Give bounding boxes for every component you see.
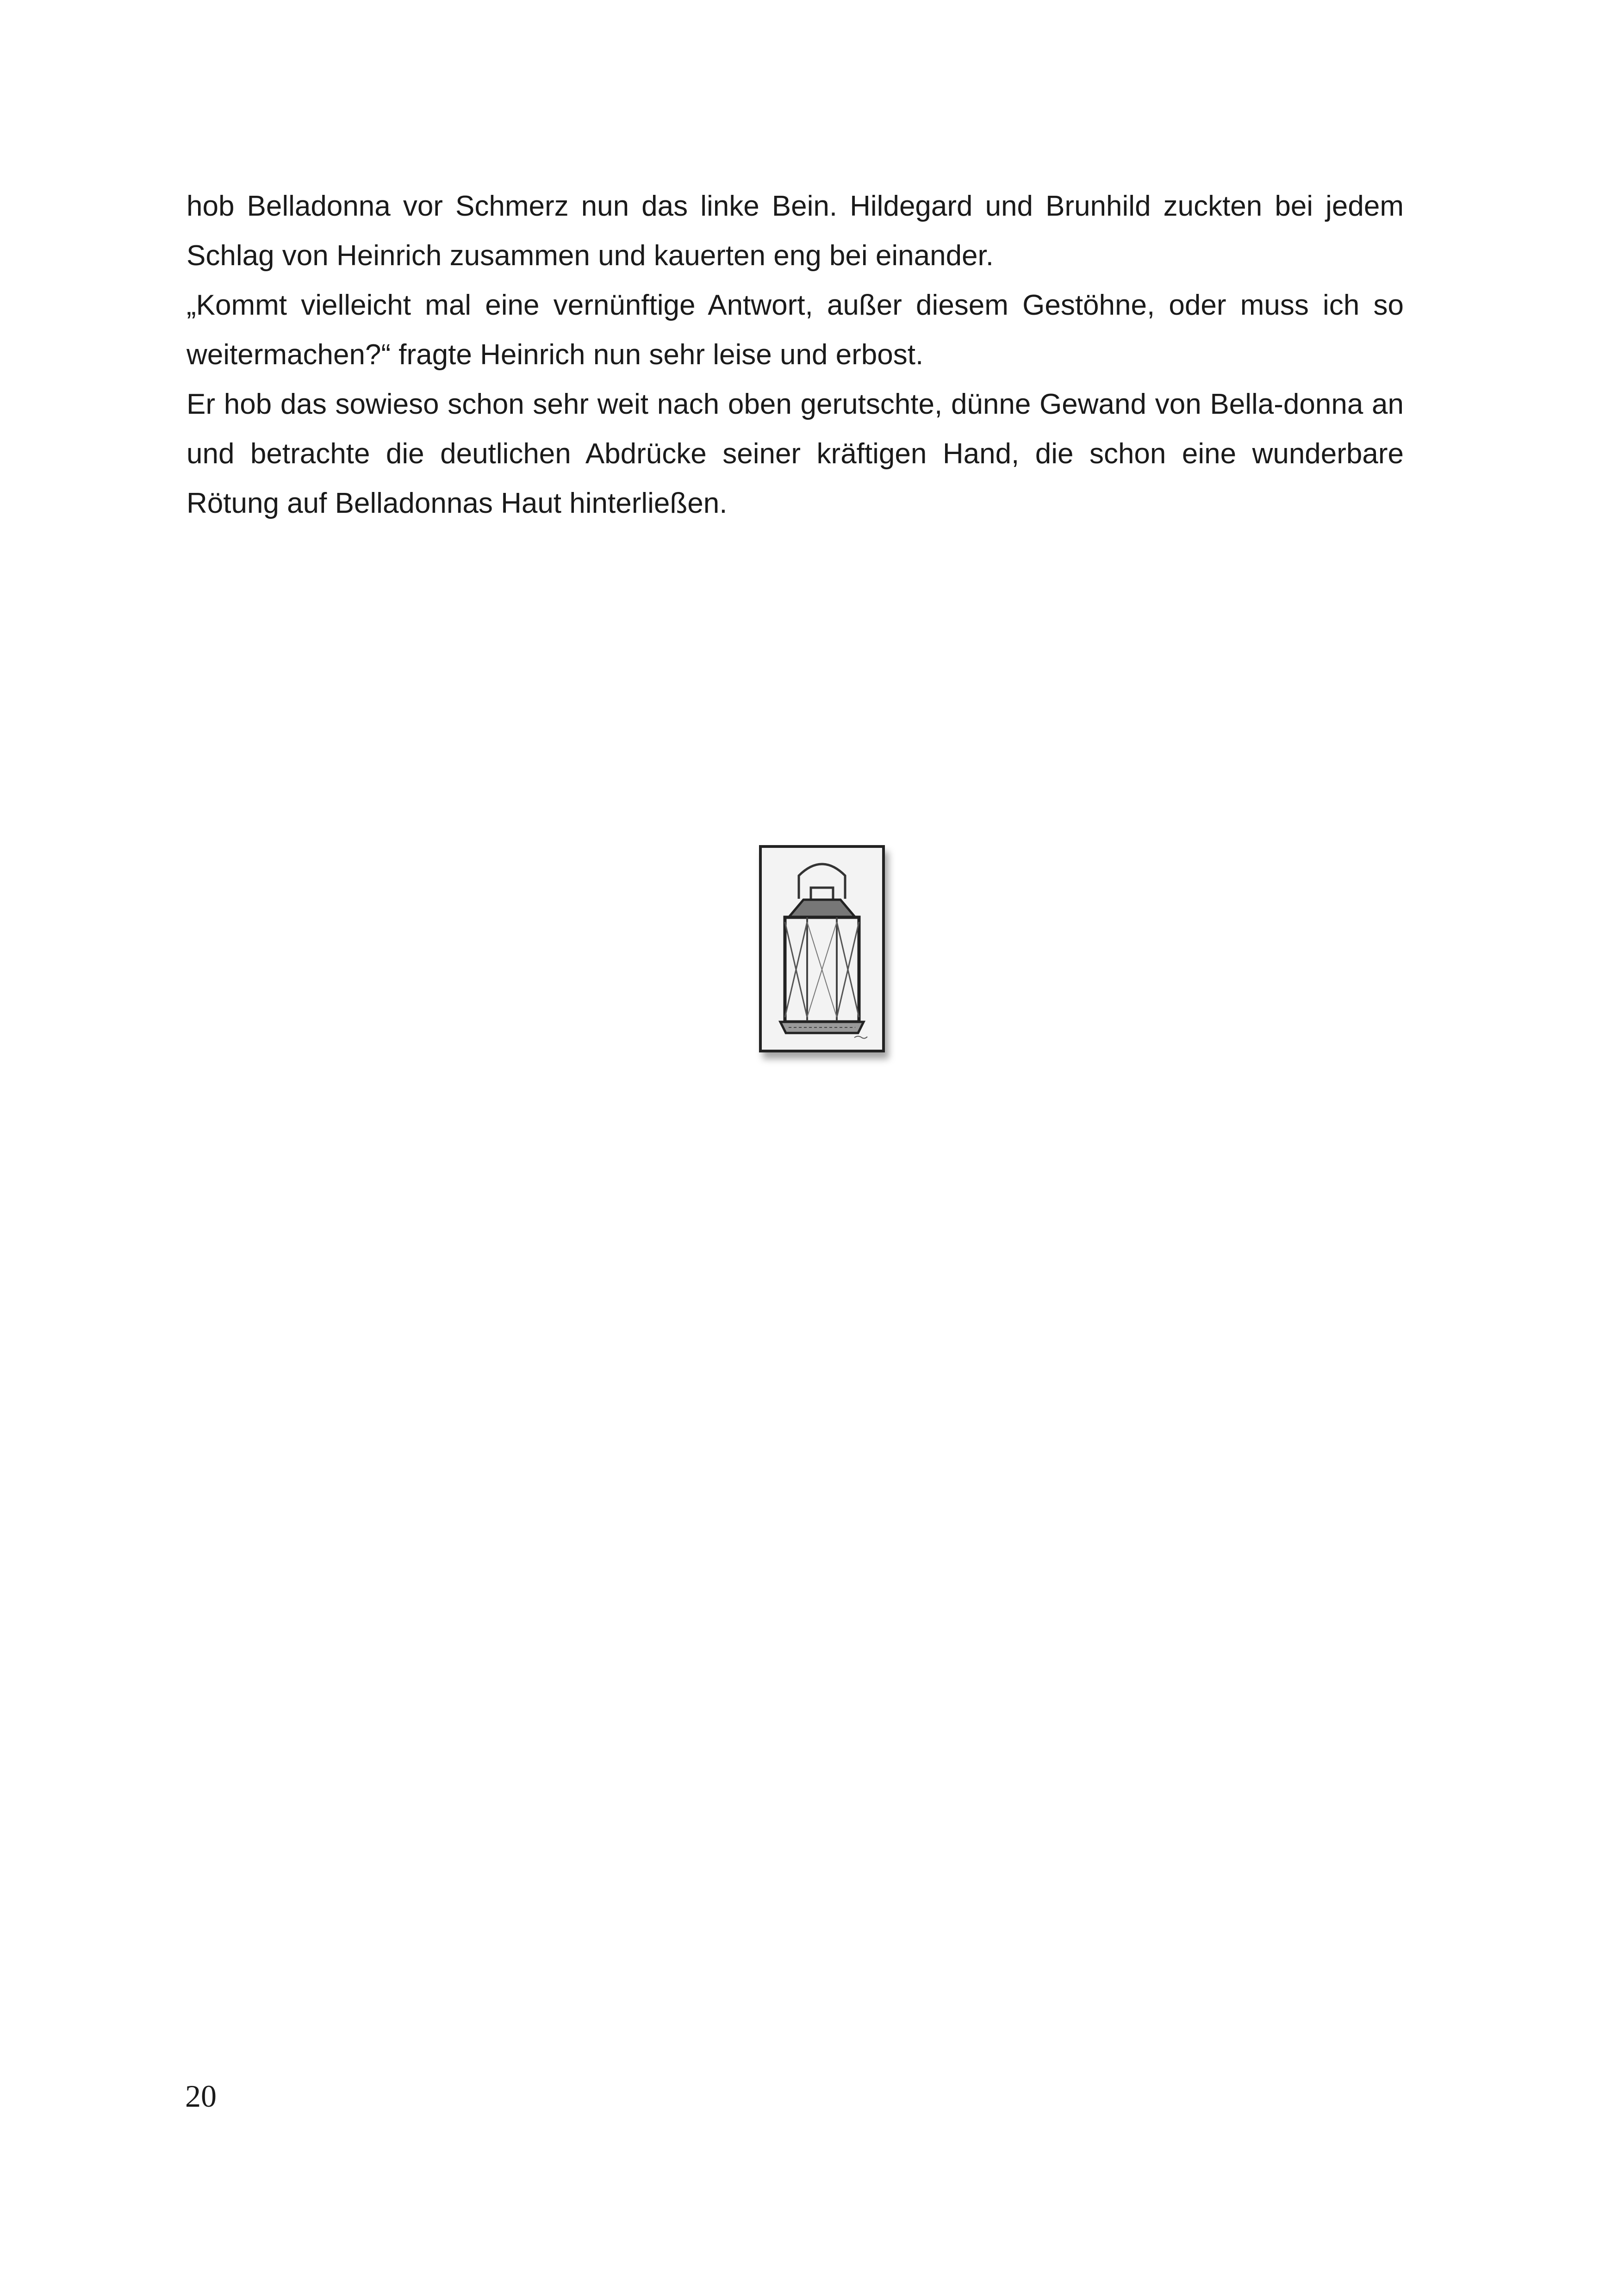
paragraph-1: hob Belladonna vor Schmerz nun das linke Bein. Hildegard und Brunhild zuckten bei jedem Schlag von Heinrich zusammen und kauerten eng bei einander.	[187, 190, 1404, 272]
lantern-icon	[762, 848, 882, 1050]
paragraph-2: „Kommt vielleicht mal eine vernünftige Antwort, außer diesem Gestöhne, oder muss ich so weitermachen?“ fragte Heinrich nun sehr leise und erbost.	[187, 289, 1404, 371]
paragraph-3: Er hob das sowieso schon sehr weit nach oben gerutschte, dünne Gewand von Bella-donna an und betrachte die deutlichen Abdrücke seiner kräftigen Hand, die schon eine wunderbare Rötung auf Belladonnas Haut hinterließen.	[187, 388, 1404, 519]
lantern-illustration	[759, 845, 885, 1052]
page-number: 20	[185, 2078, 217, 2114]
body-text	[187, 181, 1404, 528]
